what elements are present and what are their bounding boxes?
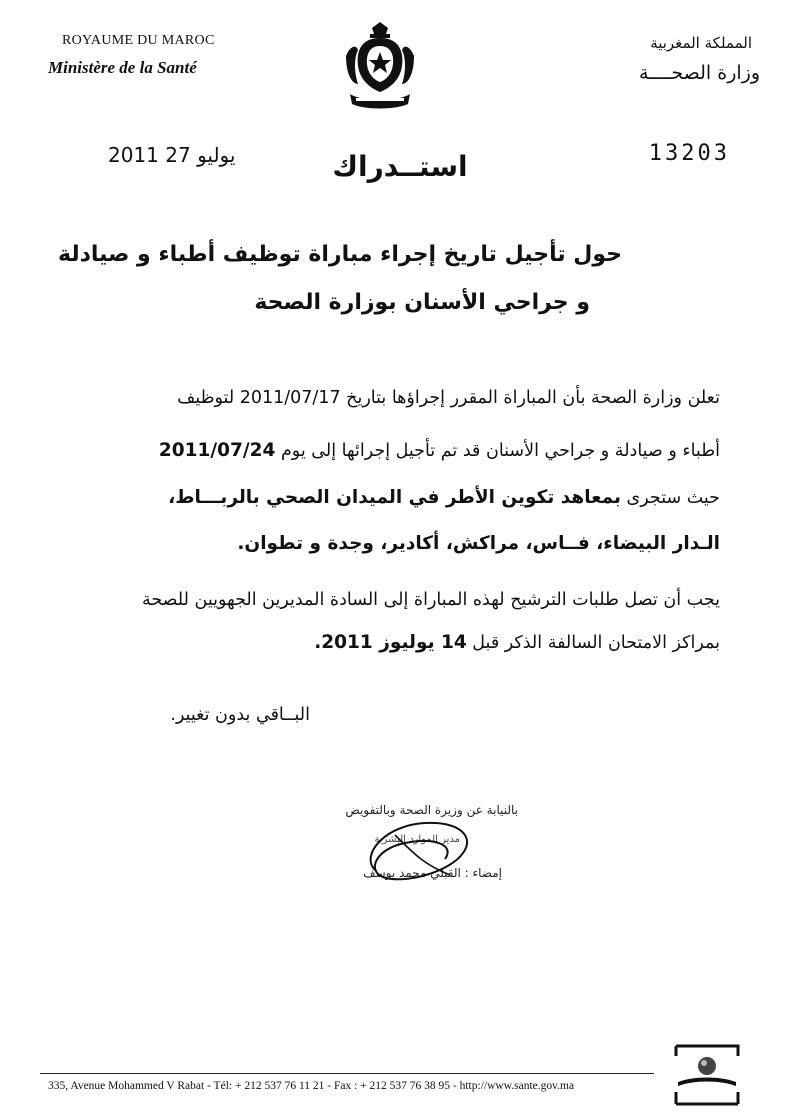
body-line-2-text: أطباء و صيادلة و جراحي الأسنان قد تم تأجيل إجرائها إلى يوم bbox=[275, 441, 720, 461]
subject-line-1: حول تأجيل تاريخ إجراء مباراة توظيف أطباء و صيادلة bbox=[57, 242, 622, 267]
signature-delegation-line: بالنيابة عن وزيرة الصحة وبالتفويض bbox=[345, 803, 518, 817]
document-date: 2011 يوليو 27 bbox=[108, 143, 236, 167]
signature-name-line: إمضاء : القبلي محمد يوسف bbox=[363, 866, 502, 880]
header-country-ar: المملكة المغربية bbox=[650, 34, 752, 52]
body-line-7-rest-unchanged: البــاقي بدون تغيير. bbox=[170, 705, 310, 725]
body-line-6-text: بمراكز الامتحان السالفة الذكر قبل bbox=[466, 633, 720, 653]
postponed-date: 2011/07/24 bbox=[158, 440, 276, 461]
subject-line-2: و جراحي الأسنان بوزارة الصحة bbox=[254, 290, 590, 315]
footer-address: 335, Avenue Mohammed V Rabat - Tél: + 212 537 76 11 21 - Fax : + 212 537 76 38 95 - http://www.sante.gov.ma bbox=[48, 1080, 575, 1092]
reference-number: 13203 bbox=[648, 141, 730, 166]
document-title: استــدراك bbox=[332, 150, 468, 183]
body-line-3-text: حيث ستجرى bbox=[620, 488, 720, 508]
body-line-3 bbox=[168, 487, 720, 508]
exam-centers-phrase: بمعاهد تكوين الأطر في الميدان الصحي بالربـــاط، bbox=[168, 487, 621, 508]
header-country-fr: ROYAUME DU MAROC bbox=[62, 33, 215, 48]
footer-divider bbox=[40, 1073, 654, 1074]
signature-title-line: مدير الموارد البشرية bbox=[374, 834, 460, 845]
body-line-6 bbox=[314, 632, 720, 653]
body-line-1: تعلن وزارة الصحة بأن المباراة المقرر إجراؤها بتاريخ 2011/07/17 لتوظيف bbox=[177, 388, 720, 408]
ministry-logo-icon bbox=[672, 1042, 742, 1108]
header-ministry-ar: وزارة الصحــــة bbox=[638, 62, 760, 84]
coat-of-arms-emblem bbox=[342, 22, 418, 114]
header-ministry-fr: Ministère de la Santé bbox=[48, 58, 197, 77]
deadline-date: 14 يوليوز 2011. bbox=[314, 632, 467, 653]
body-line-2 bbox=[159, 440, 720, 461]
body-line-5: يجب أن تصل طلبات الترشيح لهذه المباراة إلى السادة المديرين الجهويين للصحة bbox=[141, 590, 720, 610]
handwritten-signature bbox=[355, 815, 480, 890]
body-line-4-cities: الـدار البيضاء، فــاس، مراكش، أكادير، وجدة و تطوان. bbox=[237, 533, 720, 554]
